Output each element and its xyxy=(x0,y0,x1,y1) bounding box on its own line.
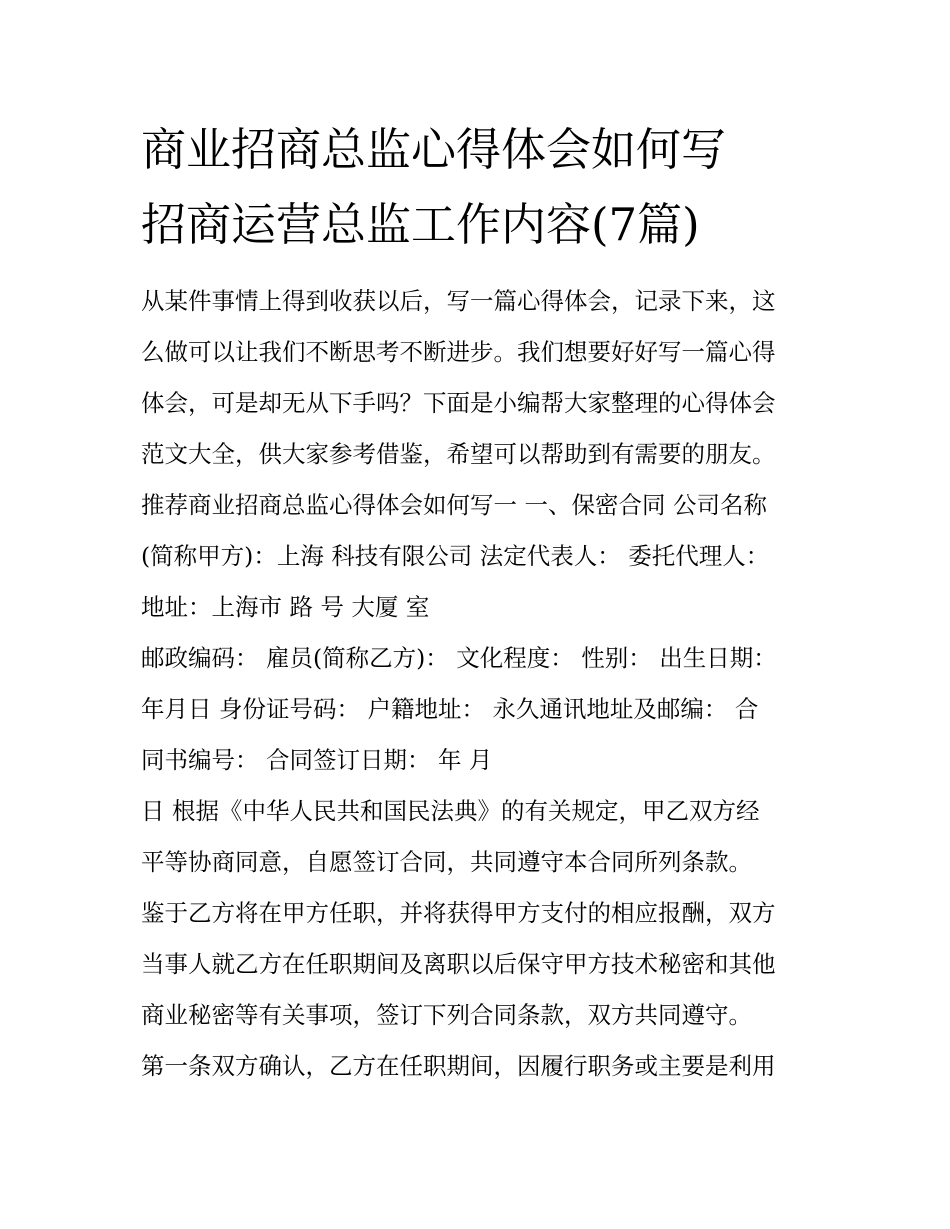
document-title xyxy=(141,112,841,262)
body-line: 日 根据《中华人民共和国民法典》的有关规定，甲乙双方经 xyxy=(141,797,760,825)
body-line: 商业秘密等有关事项，签订下列合同条款，双方共同遵守。 xyxy=(141,1001,752,1029)
body-line: 范文大全，供大家参考借鉴，希望可以帮助到有需要的朋友。 xyxy=(141,440,776,468)
body-line: (简称甲方)：上海 科技有限公司 法定代表人： 委托代理人： xyxy=(141,542,770,570)
document-body xyxy=(141,281,841,1097)
body-line: 年月日 身份证号码： 户籍地址： 永久通讯地址及邮编： 合 xyxy=(141,695,759,723)
body-line: 地址：上海市 路 号 大厦 室 xyxy=(141,593,430,621)
title-line: 商业招商总监心得体会如何写 xyxy=(141,123,727,176)
body-line: 当事人就乙方在任职期间及离职以后保守甲方技术秘密和其他 xyxy=(141,950,776,978)
body-line: 同书编号： 合同签订日期： 年 月 xyxy=(141,746,493,774)
title-line: 招商运营总监工作内容(7篇) xyxy=(141,198,700,251)
body-line: 从某件事情上得到收获以后，写一篇心得体会，记录下来，这 xyxy=(141,287,776,315)
body-line: 第一条双方确认，乙方在任职期间，因履行职务或主要是利用 xyxy=(141,1052,776,1080)
body-line: 鉴于乙方将在甲方任职，并将获得甲方支付的相应报酬，双方 xyxy=(141,899,776,927)
body-line: 么做可以让我们不断思考不断进步。我们想要好好写一篇心得 xyxy=(141,338,776,366)
body-line: 推荐商业招商总监心得体会如何写一 一、保密合同 公司名称 xyxy=(141,491,767,519)
body-line: 平等协商同意，自愿签订合同，共同遵守本合同所列条款。 xyxy=(141,848,752,876)
body-line: 体会，可是却无从下手吗？下面是小编帮大家整理的心得体会 xyxy=(141,389,776,417)
body-line: 邮政编码： 雇员(简称乙方)： 文化程度： 性别： 出生日期： xyxy=(141,644,777,672)
